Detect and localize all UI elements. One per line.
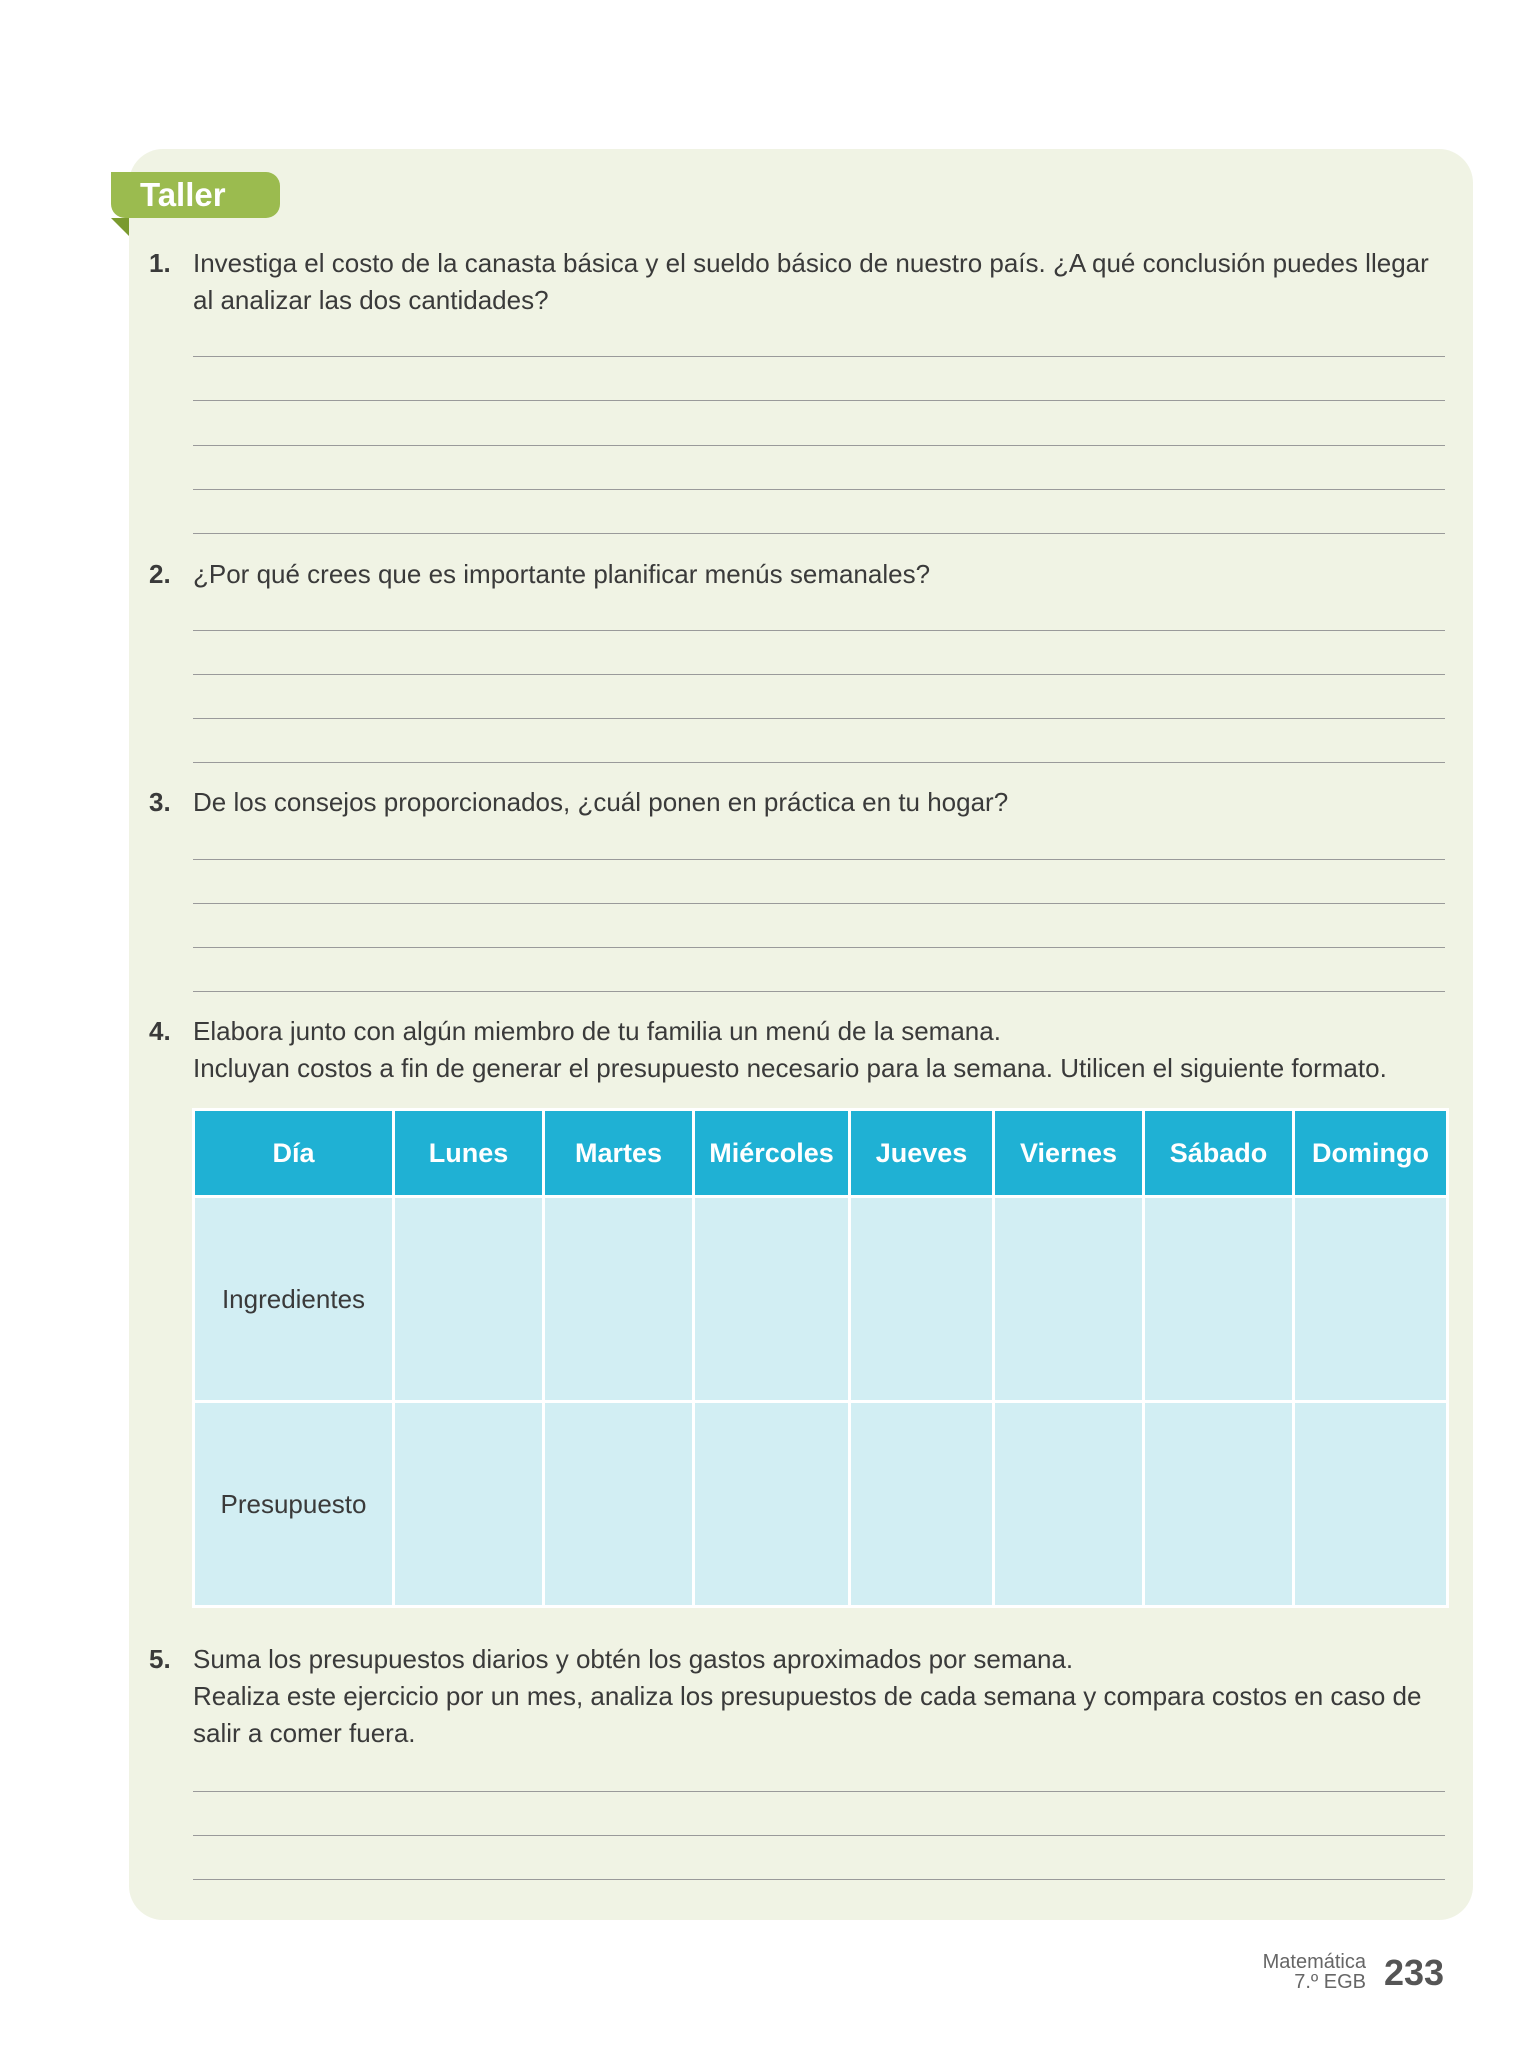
header-saturday: Sábado: [1144, 1110, 1294, 1197]
table-cell[interactable]: [1294, 1197, 1448, 1402]
table-cell[interactable]: [994, 1197, 1144, 1402]
answer-line[interactable]: [193, 1879, 1445, 1880]
header-friday: Viernes: [994, 1110, 1144, 1197]
table-cell[interactable]: [394, 1197, 544, 1402]
question-text-2: Realiza este ejercicio por un mes, analiza los presupuestos de cada semana y compara costos en caso de salir a comer fuera.: [193, 1681, 1422, 1748]
weekly-menu-table: [192, 1108, 1449, 1608]
answer-line[interactable]: [193, 400, 1445, 401]
header-day: Día: [194, 1110, 394, 1197]
table-cell[interactable]: [694, 1402, 850, 1607]
header-sunday: Domingo: [1294, 1110, 1448, 1197]
question-number: 4.: [149, 1016, 171, 1046]
answer-line[interactable]: [193, 533, 1445, 534]
question-text: Elabora junto con algún miembro de tu familia un menú de la semana.: [193, 1016, 1001, 1046]
table-cell[interactable]: [394, 1402, 544, 1607]
question-number: 1.: [149, 248, 171, 278]
question-text: ¿Por qué crees que es importante planificar menús semanales?: [193, 559, 931, 589]
answer-line[interactable]: [193, 947, 1445, 948]
question-text: Investiga el costo de la canasta básica y el sueldo básico de nuestro país. ¿A qué conclusión puedes llegar al analizar las dos cantidades?: [193, 248, 1429, 315]
answer-line[interactable]: [193, 1791, 1445, 1792]
question-number: 2.: [149, 559, 171, 589]
grade-level: 7.º EGB: [1294, 1971, 1366, 1993]
table-cell[interactable]: [850, 1197, 994, 1402]
tab-fold: [111, 218, 129, 236]
table-cell[interactable]: [1144, 1402, 1294, 1607]
table-cell[interactable]: [544, 1197, 694, 1402]
question-text: De los consejos proporcionados, ¿cuál ponen en práctica en tu hogar?: [193, 787, 1009, 817]
table-row-ingredients: [194, 1197, 1448, 1402]
header-thursday: Jueves: [850, 1110, 994, 1197]
page-number: 233: [1384, 1952, 1445, 1993]
table-cell[interactable]: [1144, 1197, 1294, 1402]
answer-line[interactable]: [193, 1835, 1445, 1836]
table-cell[interactable]: [694, 1197, 850, 1402]
table-cell[interactable]: [544, 1402, 694, 1607]
row-label: Ingredientes: [194, 1197, 394, 1402]
question-text-2: Incluyan costos a fin de generar el presupuesto necesario para la semana. Utilicen el siguiente formato.: [193, 1053, 1387, 1083]
table-row-budget: [194, 1402, 1448, 1607]
table-cell[interactable]: [994, 1402, 1144, 1607]
footer-subject: [1263, 1952, 1366, 1992]
answer-line[interactable]: [193, 630, 1445, 631]
table-cell[interactable]: [1294, 1402, 1448, 1607]
subject-name: Matemática: [1262, 1951, 1366, 1973]
section-tab: Taller: [111, 172, 280, 218]
table-header-row: [194, 1110, 1448, 1197]
answer-line[interactable]: [193, 489, 1445, 490]
header-wednesday: Miércoles: [694, 1110, 850, 1197]
answer-line[interactable]: [193, 674, 1445, 675]
question-number: 5.: [149, 1644, 171, 1674]
question-text: Suma los presupuestos diarios y obtén los gastos aproximados por semana.: [193, 1644, 1074, 1674]
answer-line[interactable]: [193, 903, 1445, 904]
answer-line[interactable]: [193, 859, 1445, 860]
answer-line[interactable]: [193, 762, 1445, 763]
question-number: 3.: [149, 787, 171, 817]
answer-line[interactable]: [193, 445, 1445, 446]
row-label: Presupuesto: [194, 1402, 394, 1607]
answer-line[interactable]: [193, 718, 1445, 719]
header-monday: Lunes: [394, 1110, 544, 1197]
answer-line[interactable]: [193, 991, 1445, 992]
table-cell[interactable]: [850, 1402, 994, 1607]
answer-line[interactable]: [193, 356, 1445, 357]
header-tuesday: Martes: [544, 1110, 694, 1197]
